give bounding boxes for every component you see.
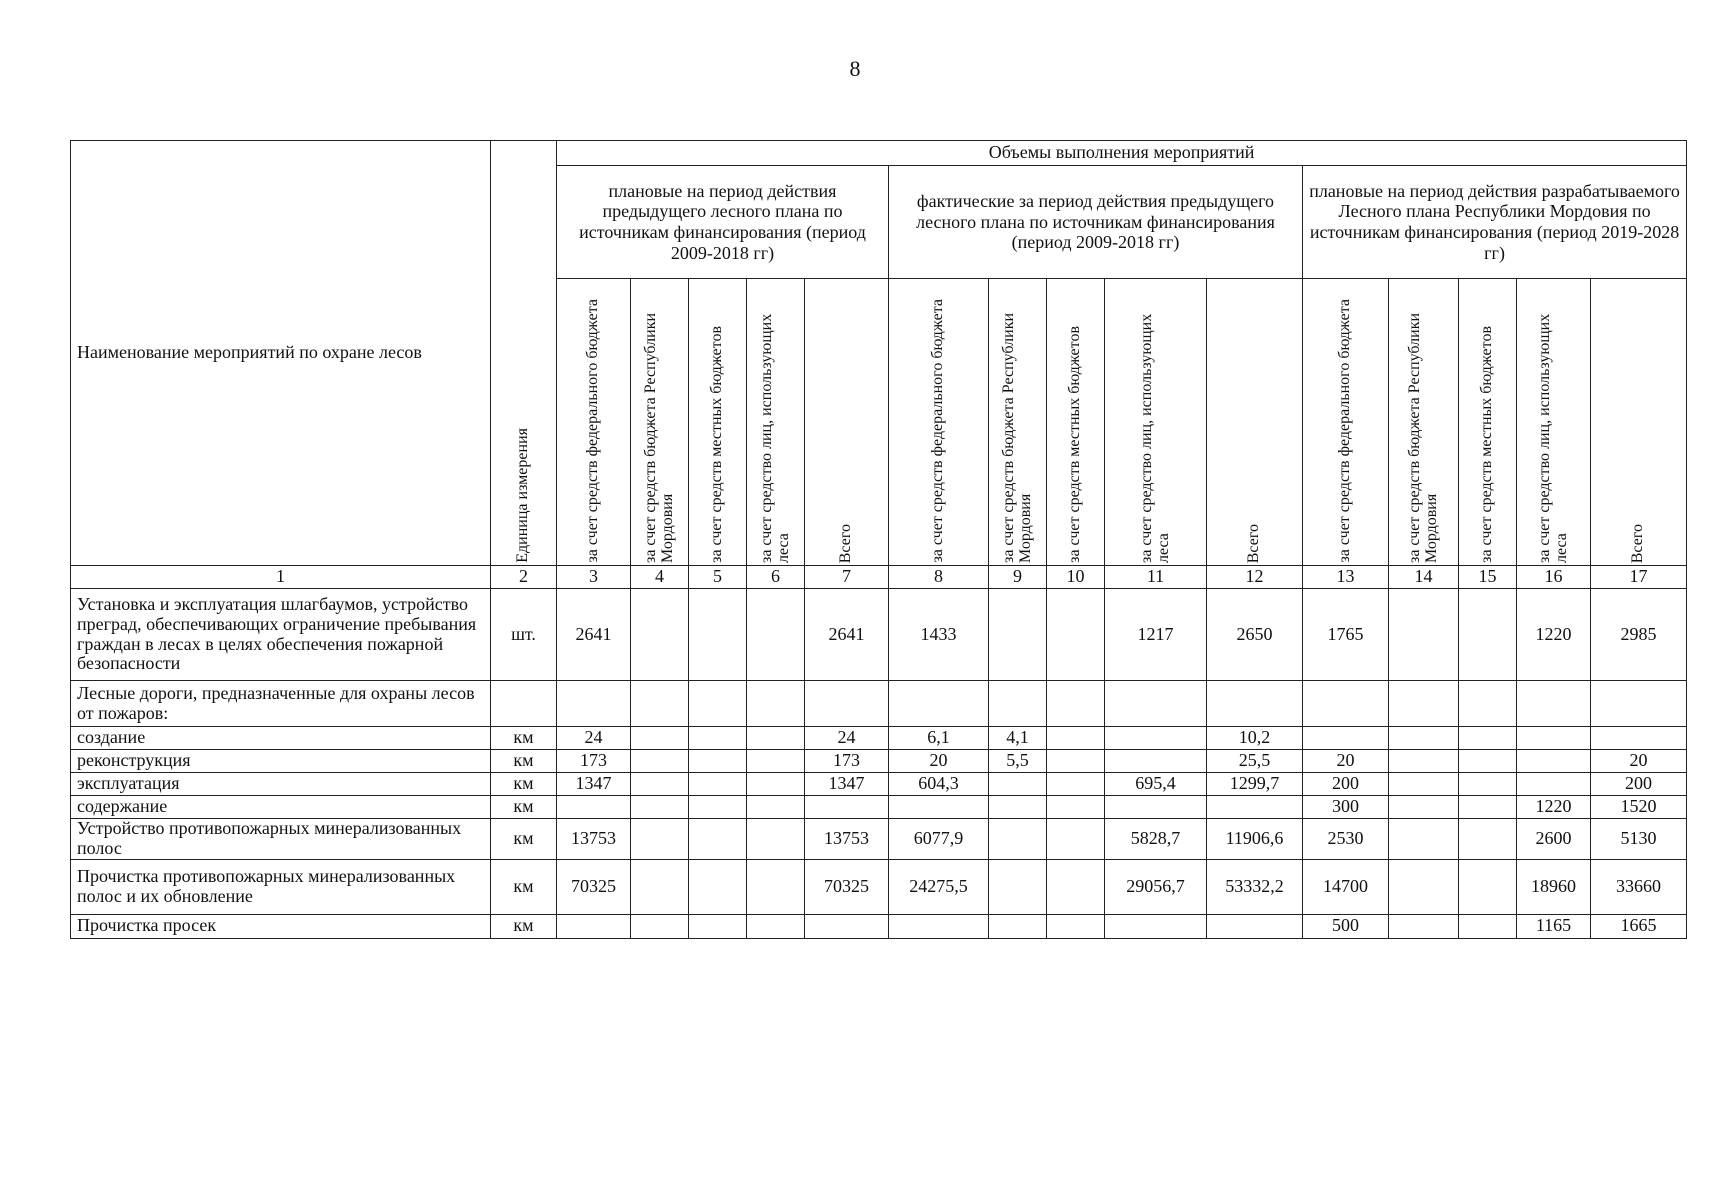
cell-col-5 bbox=[689, 859, 747, 914]
cell-col-5 bbox=[689, 914, 747, 938]
cell-col-13: 300 bbox=[1303, 796, 1389, 819]
cell-col-13 bbox=[1303, 681, 1389, 727]
cell-col-3 bbox=[557, 914, 631, 938]
row-unit: км bbox=[491, 750, 557, 773]
cell-col-15 bbox=[1459, 589, 1517, 681]
cell-col-16 bbox=[1517, 727, 1591, 750]
cell-col-11 bbox=[1105, 796, 1207, 819]
subheader-col-7: Всего bbox=[805, 279, 889, 566]
cell-col-5 bbox=[689, 589, 747, 681]
cell-col-14 bbox=[1389, 773, 1459, 796]
cell-col-6 bbox=[747, 727, 805, 750]
row-name: Лесные дороги, предназначенные для охраны лесов от пожаров: bbox=[71, 681, 491, 727]
subheader-col-13: за счет средств федерального бюджета bbox=[1303, 279, 1389, 566]
cell-col-10 bbox=[1047, 773, 1105, 796]
cell-col-15 bbox=[1459, 727, 1517, 750]
cell-col-11 bbox=[1105, 727, 1207, 750]
cell-col-6 bbox=[747, 773, 805, 796]
cell-col-17 bbox=[1591, 727, 1687, 750]
row-name: Устройство противопожарных минерализованных полос bbox=[71, 819, 491, 860]
cell-col-17: 2985 bbox=[1591, 589, 1687, 681]
cell-col-4 bbox=[631, 681, 689, 727]
header-group-planned-prev: плановые на период действия предыдущего лесного плана по источникам финансирования (период 2009-2018 гг) bbox=[557, 166, 889, 279]
cell-col-16: 1165 bbox=[1517, 914, 1591, 938]
cell-col-11: 1217 bbox=[1105, 589, 1207, 681]
forest-protection-table bbox=[70, 140, 1687, 939]
cell-col-3: 24 bbox=[557, 727, 631, 750]
table-row bbox=[71, 681, 1687, 727]
cell-col-6 bbox=[747, 796, 805, 819]
cell-col-14 bbox=[1389, 914, 1459, 938]
cell-col-8: 24275,5 bbox=[889, 859, 989, 914]
cell-col-4 bbox=[631, 727, 689, 750]
cell-col-16 bbox=[1517, 773, 1591, 796]
cell-col-7: 13753 bbox=[805, 819, 889, 860]
cell-col-16: 2600 bbox=[1517, 819, 1591, 860]
cell-col-14 bbox=[1389, 589, 1459, 681]
cell-col-10 bbox=[1047, 589, 1105, 681]
column-index-10: 10 bbox=[1047, 566, 1105, 589]
cell-col-7 bbox=[805, 914, 889, 938]
cell-col-11 bbox=[1105, 750, 1207, 773]
row-name: реконструкция bbox=[71, 750, 491, 773]
column-index-9: 9 bbox=[989, 566, 1047, 589]
row-name: создание bbox=[71, 727, 491, 750]
cell-col-15 bbox=[1459, 914, 1517, 938]
table-row bbox=[71, 773, 1687, 796]
cell-col-3 bbox=[557, 681, 631, 727]
cell-col-6 bbox=[747, 750, 805, 773]
cell-col-6 bbox=[747, 914, 805, 938]
row-name: Прочистка противопожарных минерализованных полос и их обновление bbox=[71, 859, 491, 914]
cell-col-10 bbox=[1047, 859, 1105, 914]
cell-col-11: 695,4 bbox=[1105, 773, 1207, 796]
cell-col-8: 604,3 bbox=[889, 773, 989, 796]
cell-col-3: 173 bbox=[557, 750, 631, 773]
subheader-col-16: за счет средство лиц, использующих леса bbox=[1517, 279, 1591, 566]
cell-col-15 bbox=[1459, 859, 1517, 914]
cell-col-8: 1433 bbox=[889, 589, 989, 681]
cell-col-16 bbox=[1517, 681, 1591, 727]
cell-col-16: 18960 bbox=[1517, 859, 1591, 914]
column-index-3: 3 bbox=[557, 566, 631, 589]
subheader-col-17: Всего bbox=[1591, 279, 1687, 566]
cell-col-14 bbox=[1389, 819, 1459, 860]
row-unit: км bbox=[491, 727, 557, 750]
subheader-col-10: за счет средств местных бюджетов bbox=[1047, 279, 1105, 566]
cell-col-7 bbox=[805, 796, 889, 819]
cell-col-15 bbox=[1459, 681, 1517, 727]
subheader-col-8: за счет средств федерального бюджета bbox=[889, 279, 989, 566]
column-index-8: 8 bbox=[889, 566, 989, 589]
cell-col-13: 20 bbox=[1303, 750, 1389, 773]
cell-col-16: 1220 bbox=[1517, 589, 1591, 681]
subheader-col-14: за счет средств бюджета Республики Мордовия bbox=[1389, 279, 1459, 566]
cell-col-7 bbox=[805, 681, 889, 727]
column-index-row bbox=[71, 566, 1687, 589]
cell-col-9: 5,5 bbox=[989, 750, 1047, 773]
row-unit: км bbox=[491, 819, 557, 860]
cell-col-12 bbox=[1207, 681, 1303, 727]
table-row bbox=[71, 589, 1687, 681]
cell-col-5 bbox=[689, 819, 747, 860]
cell-col-12: 53332,2 bbox=[1207, 859, 1303, 914]
cell-col-11 bbox=[1105, 914, 1207, 938]
subheader-col-15: за счет средств местных бюджетов bbox=[1459, 279, 1517, 566]
row-unit: км bbox=[491, 859, 557, 914]
cell-col-17: 20 bbox=[1591, 750, 1687, 773]
cell-col-10 bbox=[1047, 750, 1105, 773]
cell-col-17: 1665 bbox=[1591, 914, 1687, 938]
table-row bbox=[71, 727, 1687, 750]
cell-col-14 bbox=[1389, 681, 1459, 727]
cell-col-14 bbox=[1389, 859, 1459, 914]
cell-col-7: 24 bbox=[805, 727, 889, 750]
column-index-14: 14 bbox=[1389, 566, 1459, 589]
cell-col-17: 200 bbox=[1591, 773, 1687, 796]
cell-col-10 bbox=[1047, 796, 1105, 819]
row-unit: км bbox=[491, 773, 557, 796]
cell-col-7: 2641 bbox=[805, 589, 889, 681]
column-index-2: 2 bbox=[491, 566, 557, 589]
cell-col-14 bbox=[1389, 750, 1459, 773]
subheader-col-3: за счет средств федерального бюджета bbox=[557, 279, 631, 566]
cell-col-17: 33660 bbox=[1591, 859, 1687, 914]
cell-col-4 bbox=[631, 914, 689, 938]
cell-col-12: 10,2 bbox=[1207, 727, 1303, 750]
cell-col-9 bbox=[989, 589, 1047, 681]
cell-col-12 bbox=[1207, 914, 1303, 938]
cell-col-17 bbox=[1591, 681, 1687, 727]
cell-col-12 bbox=[1207, 796, 1303, 819]
cell-col-4 bbox=[631, 859, 689, 914]
cell-col-5 bbox=[689, 796, 747, 819]
header-unit: Единица измерения bbox=[491, 141, 557, 566]
column-index-4: 4 bbox=[631, 566, 689, 589]
cell-col-17: 5130 bbox=[1591, 819, 1687, 860]
cell-col-13: 14700 bbox=[1303, 859, 1389, 914]
cell-col-9 bbox=[989, 819, 1047, 860]
cell-col-6 bbox=[747, 589, 805, 681]
cell-col-10 bbox=[1047, 914, 1105, 938]
cell-col-4 bbox=[631, 796, 689, 819]
header-group-actual-prev: фактические за период действия предыдущего лесного плана по источникам финансирования (период 2009-2018 гг) bbox=[889, 166, 1303, 279]
cell-col-10 bbox=[1047, 819, 1105, 860]
cell-col-5 bbox=[689, 773, 747, 796]
cell-col-3: 70325 bbox=[557, 859, 631, 914]
row-unit: км bbox=[491, 796, 557, 819]
cell-col-6 bbox=[747, 859, 805, 914]
cell-col-5 bbox=[689, 681, 747, 727]
cell-col-16: 1220 bbox=[1517, 796, 1591, 819]
column-index-6: 6 bbox=[747, 566, 805, 589]
cell-col-4 bbox=[631, 589, 689, 681]
cell-col-13 bbox=[1303, 727, 1389, 750]
row-unit bbox=[491, 681, 557, 727]
row-unit: шт. bbox=[491, 589, 557, 681]
header-name: Наименование мероприятий по охране лесов bbox=[71, 141, 491, 566]
row-name: содержание bbox=[71, 796, 491, 819]
cell-col-11 bbox=[1105, 681, 1207, 727]
column-index-7: 7 bbox=[805, 566, 889, 589]
cell-col-9 bbox=[989, 796, 1047, 819]
subheader-col-6: за счет средство лиц, использующих леса bbox=[747, 279, 805, 566]
cell-col-15 bbox=[1459, 773, 1517, 796]
cell-col-12: 2650 bbox=[1207, 589, 1303, 681]
subheader-col-5: за счет средств местных бюджетов bbox=[689, 279, 747, 566]
column-index-12: 12 bbox=[1207, 566, 1303, 589]
cell-col-14 bbox=[1389, 796, 1459, 819]
page-number: 8 bbox=[849, 56, 861, 81]
cell-col-7: 70325 bbox=[805, 859, 889, 914]
cell-col-15 bbox=[1459, 796, 1517, 819]
cell-col-13: 1765 bbox=[1303, 589, 1389, 681]
cell-col-8 bbox=[889, 796, 989, 819]
cell-col-11: 29056,7 bbox=[1105, 859, 1207, 914]
cell-col-10 bbox=[1047, 727, 1105, 750]
cell-col-8: 20 bbox=[889, 750, 989, 773]
table-row bbox=[71, 750, 1687, 773]
cell-col-4 bbox=[631, 819, 689, 860]
cell-col-9: 4,1 bbox=[989, 727, 1047, 750]
cell-col-9 bbox=[989, 914, 1047, 938]
cell-col-9 bbox=[989, 859, 1047, 914]
subheader-col-11: за счет средство лиц, использующих леса bbox=[1105, 279, 1207, 566]
cell-col-16 bbox=[1517, 750, 1591, 773]
cell-col-3: 1347 bbox=[557, 773, 631, 796]
row-unit: км bbox=[491, 914, 557, 938]
table-row bbox=[71, 859, 1687, 914]
cell-col-8 bbox=[889, 914, 989, 938]
column-index-1: 1 bbox=[71, 566, 491, 589]
cell-col-15 bbox=[1459, 750, 1517, 773]
cell-col-6 bbox=[747, 819, 805, 860]
column-index-11: 11 bbox=[1105, 566, 1207, 589]
cell-col-14 bbox=[1389, 727, 1459, 750]
header-group-planned-new: плановые на период действия разрабатываемого Лесного плана Республики Мордовия по источникам финансирования (период 2019-2028 гг) bbox=[1303, 166, 1687, 279]
cell-col-7: 1347 bbox=[805, 773, 889, 796]
column-index-5: 5 bbox=[689, 566, 747, 589]
cell-col-8: 6077,9 bbox=[889, 819, 989, 860]
row-name: эксплуатация bbox=[71, 773, 491, 796]
row-name: Установка и эксплуатация шлагбаумов, устройство преград, обеспечивающих ограничение пребывания граждан в лесах в целях обеспечения пожарной безопасности bbox=[71, 589, 491, 681]
cell-col-13: 2530 bbox=[1303, 819, 1389, 860]
cell-col-12: 25,5 bbox=[1207, 750, 1303, 773]
cell-col-4 bbox=[631, 750, 689, 773]
column-index-13: 13 bbox=[1303, 566, 1389, 589]
cell-col-3 bbox=[557, 796, 631, 819]
table-row bbox=[71, 914, 1687, 938]
subheader-col-12: Всего bbox=[1207, 279, 1303, 566]
cell-col-12: 11906,6 bbox=[1207, 819, 1303, 860]
cell-col-3: 13753 bbox=[557, 819, 631, 860]
cell-col-9 bbox=[989, 681, 1047, 727]
cell-col-4 bbox=[631, 773, 689, 796]
cell-col-17: 1520 bbox=[1591, 796, 1687, 819]
row-name: Прочистка просек bbox=[71, 914, 491, 938]
column-index-15: 15 bbox=[1459, 566, 1517, 589]
cell-col-12: 1299,7 bbox=[1207, 773, 1303, 796]
cell-col-13: 200 bbox=[1303, 773, 1389, 796]
cell-col-15 bbox=[1459, 819, 1517, 860]
cell-col-5 bbox=[689, 727, 747, 750]
cell-col-6 bbox=[747, 681, 805, 727]
column-index-17: 17 bbox=[1591, 566, 1687, 589]
cell-col-3: 2641 bbox=[557, 589, 631, 681]
cell-col-5 bbox=[689, 750, 747, 773]
header-volumes: Объемы выполнения мероприятий bbox=[557, 141, 1687, 166]
cell-col-9 bbox=[989, 773, 1047, 796]
subheader-col-9: за счет средств бюджета Республики Мордовия bbox=[989, 279, 1047, 566]
cell-col-7: 173 bbox=[805, 750, 889, 773]
subheader-col-4: за счет средств бюджета Республики Мордовия bbox=[631, 279, 689, 566]
cell-col-10 bbox=[1047, 681, 1105, 727]
cell-col-8 bbox=[889, 681, 989, 727]
cell-col-8: 6,1 bbox=[889, 727, 989, 750]
cell-col-13: 500 bbox=[1303, 914, 1389, 938]
table-row bbox=[71, 819, 1687, 860]
cell-col-11: 5828,7 bbox=[1105, 819, 1207, 860]
table-row bbox=[71, 796, 1687, 819]
column-index-16: 16 bbox=[1517, 566, 1591, 589]
